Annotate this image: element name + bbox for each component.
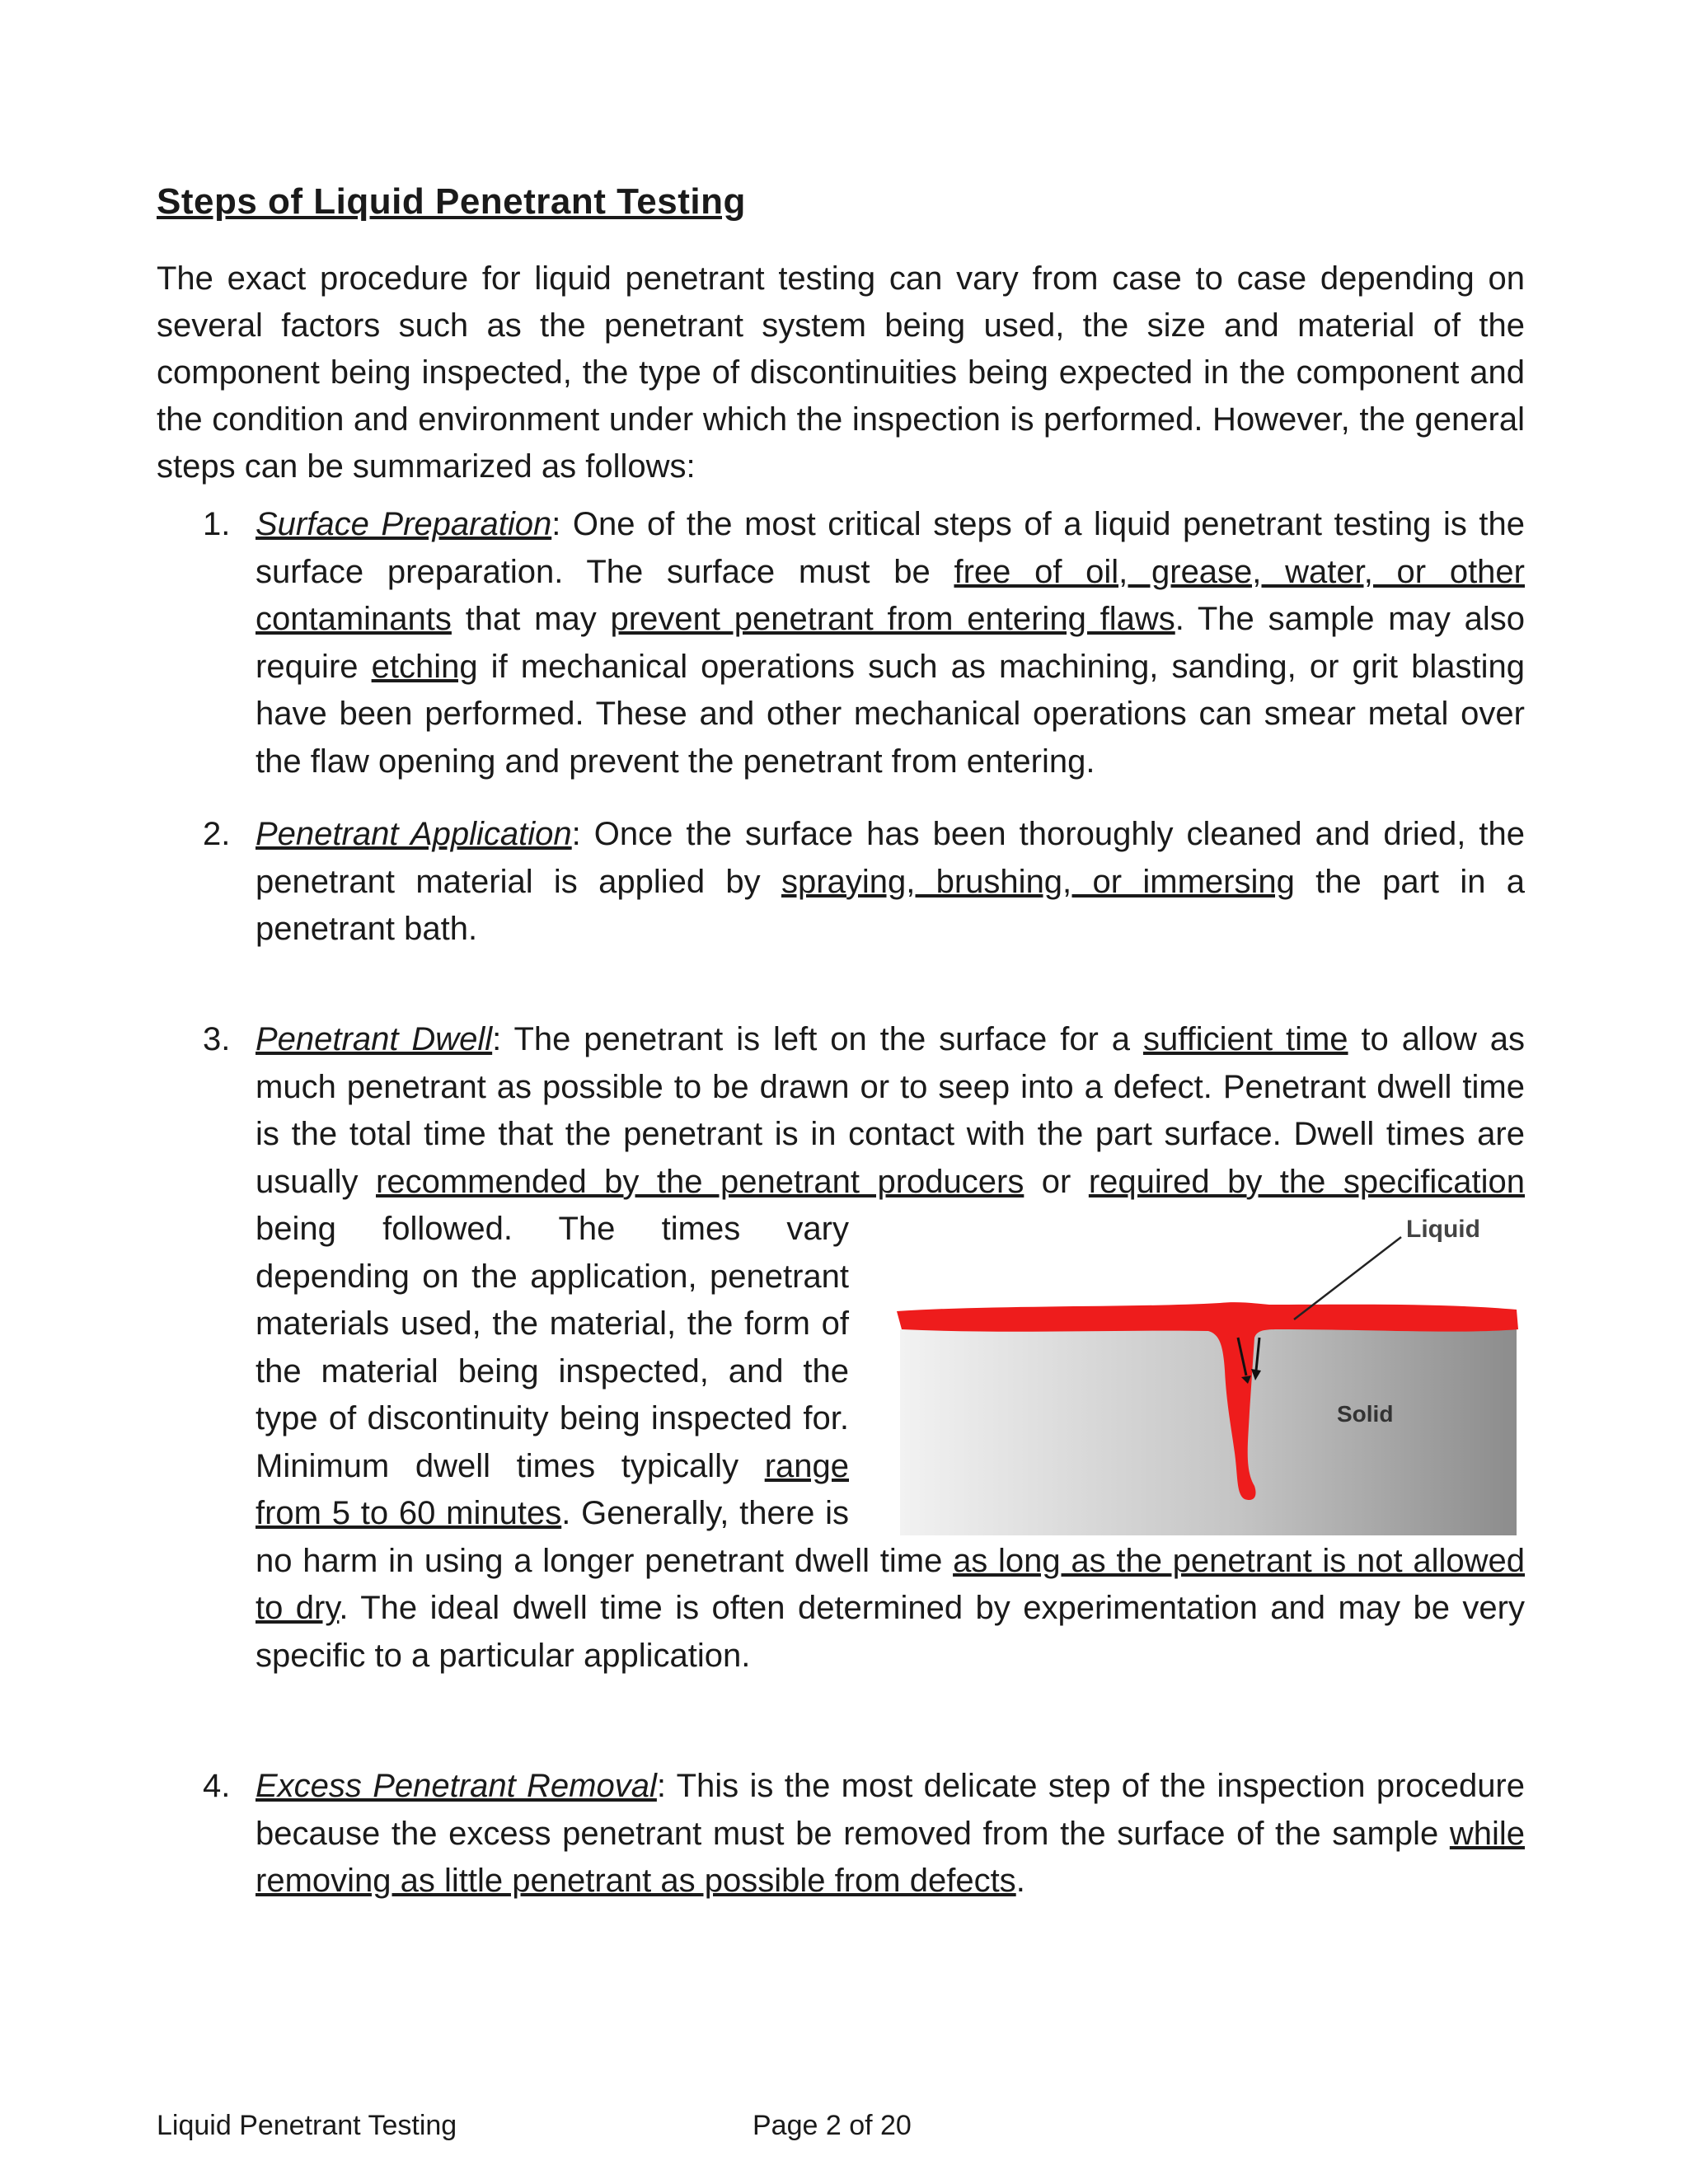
step-text: : One of the most critical steps of a liquid penetrant testing is the surface preparation. The surface must be bbox=[256, 506, 1525, 590]
step-term: Penetrant Dwell bbox=[256, 1021, 493, 1057]
step-number: 1. bbox=[203, 506, 231, 542]
page-heading: Steps of Liquid Penetrant Testing bbox=[157, 181, 746, 222]
step-emphasis: recommended by the penetrant producers bbox=[376, 1163, 1025, 1200]
step-text: . bbox=[1015, 1863, 1025, 1899]
step-emphasis: spraying, brushing, or immersing bbox=[781, 863, 1295, 900]
step-penetrant-dwell bbox=[157, 1016, 1525, 1750]
step-surface-preparation bbox=[157, 501, 1525, 798]
step-term: Surface Preparation bbox=[256, 506, 552, 542]
step-term: Excess Penetrant Removal bbox=[256, 1768, 657, 1804]
intro-paragraph: The exact procedure for liquid penetrant testing can vary from case to case depending on several factors such as the penetrant system being used, the size and material of the component being inspected, the type of discontinuities being expected in the component and the condition and environment under which the inspection is performed. However, the general steps can be summarized as follows: bbox=[157, 260, 1525, 485]
steps-list bbox=[157, 501, 1525, 1905]
step-text: : This is the most delicate step of the inspection procedure because the excess penetrant must be removed from the surface of the sample bbox=[256, 1768, 1526, 1852]
step-emphasis: free of oil, grease, water, or other contaminants bbox=[256, 553, 1525, 637]
step-number: 2. bbox=[203, 816, 231, 852]
solid-block bbox=[900, 1329, 1517, 1535]
step-text: if mechanical operations such as machining, sanding, or grit blasting have been performed. These and other mechanical operations can smear metal over the flaw opening and prevent the penetrant from entering. bbox=[256, 648, 1526, 780]
liquid-label: Liquid bbox=[1406, 1216, 1480, 1243]
step-emphasis: range from 5 to 60 minutes bbox=[256, 1447, 849, 1531]
step-emphasis: etching bbox=[371, 648, 478, 685]
step-penetrant-application bbox=[157, 811, 1525, 1003]
footer-page-number: Page 2 of 20 bbox=[753, 2110, 912, 2141]
step-text: being followed. The times vary depending on the application, penetrant materials used, the material, the form of the material being inspected, and the type of discontinuity being inspected for. Minimum dwell times typically bbox=[256, 1211, 849, 1484]
step-text: : Once the surface has been thoroughly cleaned and dried, the penetrant material is applied by bbox=[256, 816, 1525, 900]
step-term: Penetrant Application bbox=[256, 816, 572, 852]
step-text: the part in a penetrant bath. bbox=[256, 863, 1526, 947]
step-text: . Generally, there is no harm in using a longer penetrant dwell time bbox=[256, 1495, 954, 1579]
footer-document-title: Liquid Penetrant Testing bbox=[157, 2110, 457, 2141]
step-text: or bbox=[1024, 1163, 1089, 1200]
step-emphasis: sufficient time bbox=[1142, 1021, 1348, 1057]
step-emphasis: prevent penetrant from entering flaws bbox=[610, 601, 1175, 637]
penetrant-diagram bbox=[882, 1206, 1525, 1535]
step-text: that may bbox=[451, 601, 611, 637]
step-text: . The sample may also require bbox=[256, 601, 1525, 685]
step-emphasis: as long as the penetrant is not allowed to dry bbox=[256, 1542, 1525, 1626]
penetrant-seepage-figure bbox=[882, 1206, 1525, 1535]
solid-label: Solid bbox=[1337, 1401, 1394, 1427]
step-excess-penetrant-removal bbox=[157, 1763, 1525, 1905]
step-number: 3. bbox=[203, 1021, 231, 1057]
step-number: 4. bbox=[203, 1768, 231, 1804]
step-text: : The penetrant is left on the surface for a bbox=[492, 1021, 1143, 1057]
step-emphasis: required by the specification bbox=[1088, 1163, 1525, 1200]
step-text: to allow as much penetrant as possible to be drawn or to seep into a defect. Penetrant dwell time is the total time that the penetrant is in contact with the part surface. Dwell times are usually bbox=[256, 1021, 1526, 1200]
step-text: . The ideal dwell time is often determined by experimentation and may be very specific to a particular application. bbox=[256, 1590, 1525, 1674]
step-emphasis: while removing as little penetrant as possible from defects bbox=[256, 1815, 1525, 1899]
